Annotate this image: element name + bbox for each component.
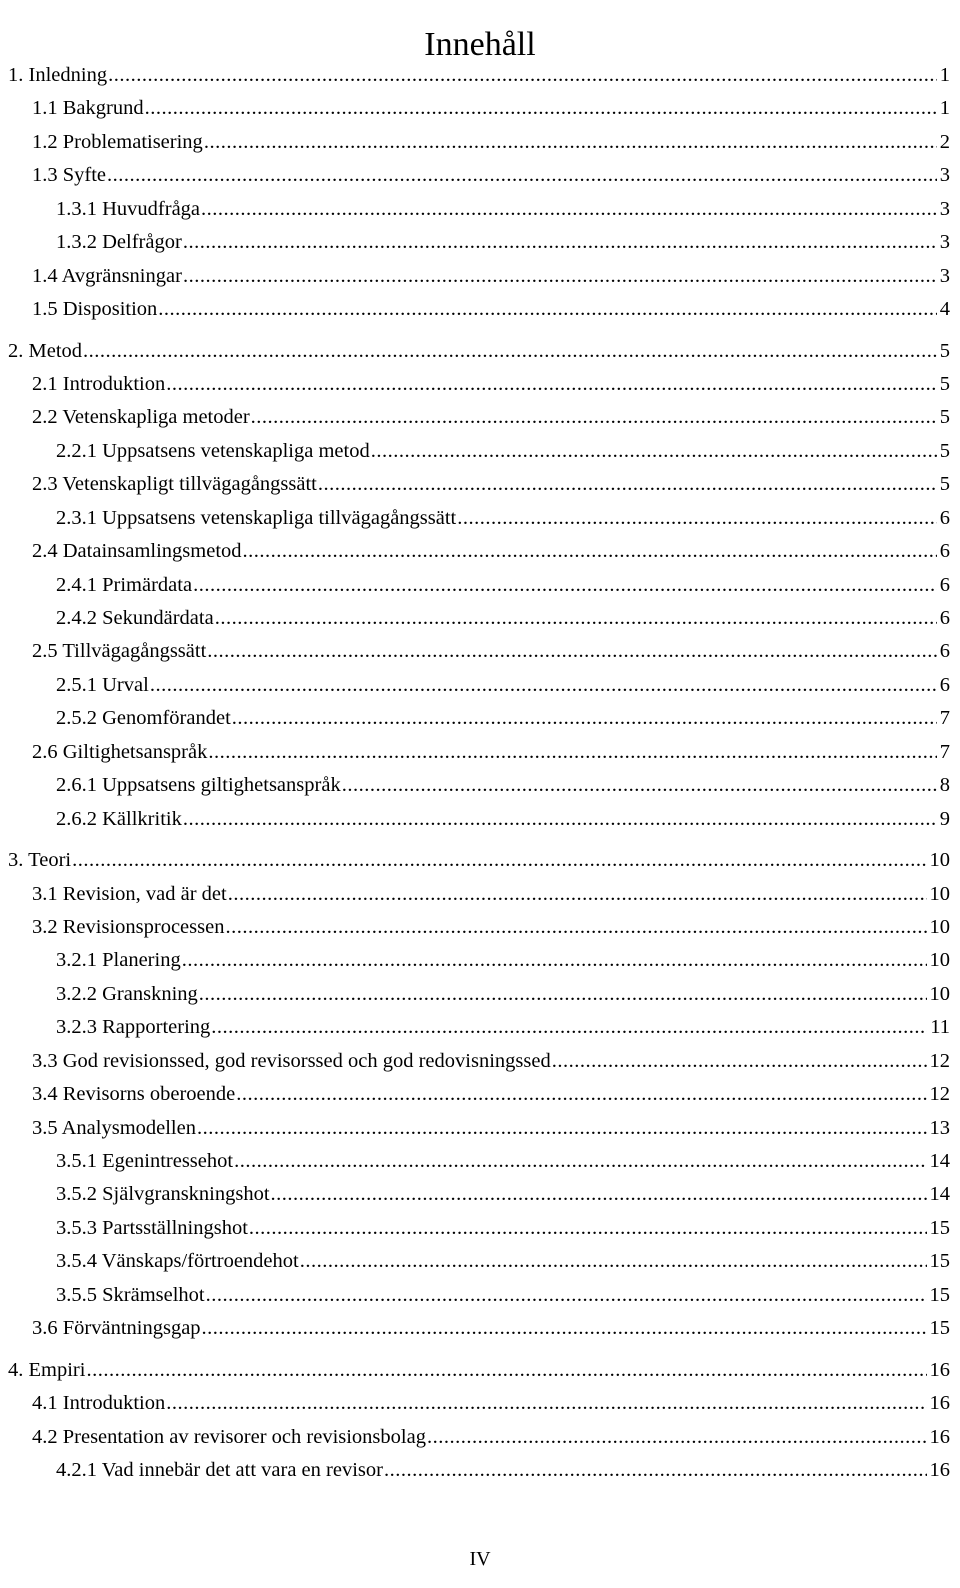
toc-dot-leader	[145, 92, 937, 125]
toc-dot-leader	[318, 468, 937, 501]
toc-entry-label: 3.5.4 Vänskaps/förtroendehot	[56, 1250, 299, 1273]
toc-entry-page: 3	[939, 164, 950, 187]
toc-entry-page: 6	[939, 640, 950, 663]
toc-entry-label: 2.2 Vetenskapliga metoder	[32, 406, 250, 429]
toc-entry-page: 5	[939, 372, 950, 395]
toc-entry-page: 6	[939, 607, 950, 629]
toc-entry[interactable]	[8, 944, 950, 977]
toc-entry[interactable]	[8, 602, 950, 635]
toc-entry[interactable]	[8, 1011, 950, 1044]
toc-dot-leader	[83, 335, 937, 368]
toc-entry-page: 14	[929, 1183, 950, 1206]
toc-dot-leader	[552, 1045, 927, 1078]
toc-entry-label: 2.2.1 Uppsatsens vetenskapliga metod	[56, 439, 370, 462]
toc-entry[interactable]	[8, 803, 950, 836]
toc-entry[interactable]	[8, 468, 950, 501]
toc-entry-page: 12	[929, 1049, 950, 1072]
toc-entry[interactable]	[8, 59, 950, 92]
toc-entry-page: 10	[929, 849, 950, 872]
toc-entry[interactable]	[8, 1178, 950, 1211]
toc-dot-leader	[72, 844, 926, 877]
toc-dot-leader	[211, 1011, 927, 1044]
toc-entry-page: 10	[929, 915, 950, 938]
toc-entry-page: 3	[939, 264, 950, 287]
toc-entry-page: 5	[939, 339, 950, 362]
toc-entry-page: 3	[939, 197, 950, 220]
toc-entry-label: 2.5.1 Urval	[56, 673, 149, 696]
toc-entry[interactable]	[8, 1245, 950, 1278]
toc-dot-leader	[342, 769, 937, 802]
toc-entry-label: 1.2 Problematisering	[32, 130, 203, 153]
page-number: IV	[469, 1548, 491, 1570]
toc-dot-leader	[107, 159, 937, 192]
toc-entry-page: 16	[929, 1358, 950, 1381]
toc-dot-leader	[427, 1421, 927, 1454]
toc-entry-page: 2	[939, 130, 950, 153]
toc-entry-page: 10	[929, 882, 950, 905]
toc-entry[interactable]	[8, 1454, 950, 1487]
toc-dot-leader	[86, 1354, 926, 1387]
page-title: Innehåll	[424, 25, 536, 63]
toc-dot-leader	[457, 502, 937, 535]
toc-entry[interactable]	[8, 126, 950, 159]
toc-entry-page: 6	[939, 573, 950, 596]
toc-dot-leader	[201, 193, 937, 226]
toc-entry[interactable]	[8, 293, 950, 326]
toc-entry-page: 6	[939, 540, 950, 563]
toc-entry-label: 4. Empiri	[8, 1358, 86, 1381]
toc-entry-label: 2.6.1 Uppsatsens giltighetsanspråk	[56, 774, 341, 797]
toc-entry-label: 2.5 Tillvägagångssätt	[32, 640, 207, 663]
toc-entry[interactable]	[8, 635, 950, 668]
toc-dot-leader	[232, 702, 937, 735]
toc-dot-leader	[371, 435, 937, 468]
toc-entry-page: 11	[930, 1016, 950, 1039]
toc-entry-label: 2.4 Datainsamlingsmetod	[32, 540, 242, 563]
toc-entry-label: 1.5 Disposition	[32, 298, 158, 321]
toc-entry-label: 2.1 Introduktion	[32, 372, 166, 395]
toc-dot-leader	[197, 1112, 927, 1145]
toc-entry-page: 4	[939, 298, 950, 321]
toc-entry-label: 1.4 Avgränsningar	[32, 264, 182, 287]
toc-entry[interactable]	[8, 159, 950, 192]
toc-entry[interactable]	[8, 769, 950, 802]
toc-entry[interactable]	[8, 669, 950, 702]
toc-entry-label: 2.3.1 Uppsatsens vetenskapliga tillvägagångssätt	[56, 506, 457, 529]
toc-dot-leader	[182, 944, 927, 977]
toc-entry-label: 3.1 Revision, vad är det	[32, 882, 227, 905]
toc-entry[interactable]	[8, 193, 950, 226]
toc-entry-page: 5	[939, 473, 950, 496]
toc-dot-leader	[207, 635, 936, 668]
toc-entry-page: 14	[929, 1150, 950, 1172]
toc-entry-label: 2.6.2 Källkritik	[56, 807, 182, 830]
toc-entry-label: 3.5.3 Partsställningshot	[56, 1216, 248, 1239]
toc-entry[interactable]	[8, 1078, 950, 1111]
toc-dot-leader	[183, 260, 937, 293]
toc-dot-leader	[300, 1245, 927, 1278]
toc-entry-page: 9	[939, 807, 950, 830]
toc-entry[interactable]	[8, 736, 950, 769]
toc-entry[interactable]	[8, 1279, 950, 1312]
toc-dot-leader	[206, 1279, 927, 1312]
toc-entry-label: 3.6 Förväntningsgap	[32, 1317, 201, 1340]
toc-entry-page: 15	[929, 1250, 950, 1273]
toc-entry[interactable]	[8, 535, 950, 568]
toc-entry-label: 2.5.2 Genomförandet	[56, 707, 231, 730]
toc-entry-page: 5	[939, 406, 950, 429]
toc-entry-page: 1	[939, 64, 950, 86]
toc-entry-label: 3.2.1 Planering	[56, 949, 181, 972]
toc-entry-page: 15	[929, 1216, 950, 1239]
toc-entry-page: 5	[939, 439, 950, 462]
toc-dot-leader	[204, 126, 937, 159]
toc-dot-leader	[166, 1387, 926, 1420]
toc-entry-label: 3.4 Revisorns oberoende	[32, 1083, 236, 1106]
toc-entry-page: 10	[929, 949, 950, 972]
toc-dot-leader	[158, 293, 936, 326]
toc-entry-page: 8	[939, 774, 950, 797]
toc-dot-leader	[228, 878, 927, 911]
toc-dot-leader	[193, 569, 937, 602]
toc-entry[interactable]	[8, 1112, 950, 1145]
toc-dot-leader	[150, 669, 937, 702]
toc-entry-label: 2.6 Giltighetsanspråk	[32, 740, 208, 763]
toc-entry[interactable]	[8, 1354, 950, 1387]
toc-entry[interactable]	[8, 878, 950, 911]
toc-entry[interactable]	[8, 1387, 950, 1420]
toc-entry-page: 6	[939, 506, 950, 529]
toc-dot-leader	[166, 368, 937, 401]
toc-entry[interactable]	[8, 844, 950, 877]
toc-entry[interactable]	[8, 569, 950, 602]
toc-entry[interactable]	[8, 702, 950, 735]
toc-entry-label: 4.1 Introduktion	[32, 1392, 166, 1415]
toc-entry-page: 7	[939, 740, 950, 763]
toc-entry[interactable]	[8, 401, 950, 434]
toc-entry[interactable]	[8, 335, 950, 368]
toc-entry-label: 1.3.1 Huvudfråga	[56, 197, 201, 220]
toc-dot-leader	[236, 1078, 926, 1111]
toc-entry-page: 1	[939, 97, 950, 120]
toc-entry-page: 10	[929, 982, 950, 1005]
toc-entry-label: 3.5.1 Egenintressehot	[56, 1150, 234, 1172]
toc-entry-label: 3.2 Revisionsprocessen	[32, 915, 225, 938]
toc-entry-label: 1.3.2 Delfrågor	[56, 231, 182, 254]
toc-entry-page: 16	[929, 1458, 950, 1481]
toc-entry-page: 16	[929, 1425, 950, 1448]
toc-entry-page: 6	[939, 673, 950, 696]
toc-dot-leader	[243, 535, 937, 568]
toc-entry-page: 13	[929, 1116, 950, 1139]
toc-entry-label: 4.2 Presentation av revisorer och revisionsbolag	[32, 1425, 426, 1448]
toc-entry-label: 3.2.2 Granskning	[56, 982, 198, 1005]
toc-entry[interactable]	[8, 1312, 950, 1345]
toc-entry-page: 15	[929, 1317, 950, 1340]
toc-entry-page: 16	[929, 1392, 950, 1415]
toc-dot-leader	[384, 1454, 927, 1487]
toc-dot-leader	[234, 1145, 926, 1178]
toc-entry-label: 3.5.2 Självgranskningshot	[56, 1183, 270, 1206]
toc-entry-page: 7	[939, 707, 950, 730]
toc-entry-label: 2.3 Vetenskapligt tillvägagångssätt	[32, 473, 317, 496]
toc-dot-leader	[215, 602, 937, 635]
table-of-contents	[8, 59, 950, 1487]
toc-entry-label: 3.3 God revisionssed, god revisorssed och god redovisningssed	[32, 1049, 551, 1072]
toc-entry-label: 3. Teori	[8, 849, 72, 872]
toc-dot-leader	[199, 978, 927, 1011]
toc-dot-leader	[251, 401, 937, 434]
toc-dot-leader	[271, 1178, 927, 1211]
toc-entry[interactable]	[8, 502, 950, 535]
toc-dot-leader	[249, 1212, 927, 1245]
toc-entry-label: 3.5.5 Skrämselhot	[56, 1283, 205, 1306]
toc-dot-leader	[183, 803, 937, 836]
toc-entry-page: 3	[939, 231, 950, 254]
toc-dot-leader	[108, 59, 937, 92]
toc-entry[interactable]	[8, 368, 950, 401]
toc-entry-label: 2.4.1 Primärdata	[56, 573, 193, 596]
toc-dot-leader	[225, 911, 926, 944]
toc-entry[interactable]	[8, 1212, 950, 1245]
toc-entry[interactable]	[8, 260, 950, 293]
toc-dot-leader	[183, 226, 937, 259]
toc-entry-label: 2.4.2 Sekundärdata	[56, 607, 214, 629]
toc-entry-label: 1.1 Bakgrund	[32, 97, 144, 120]
toc-entry-label: 2. Metod	[8, 339, 83, 362]
toc-entry-label: 3.5 Analysmodellen	[32, 1116, 196, 1139]
toc-entry[interactable]	[8, 435, 950, 468]
toc-entry-label: 1.3 Syfte	[32, 164, 107, 187]
toc-entry-page: 12	[929, 1083, 950, 1106]
toc-entry[interactable]	[8, 1045, 950, 1078]
toc-entry[interactable]	[8, 92, 950, 125]
toc-entry[interactable]	[8, 911, 950, 944]
toc-entry[interactable]	[8, 978, 950, 1011]
toc-entry-page: 15	[929, 1283, 950, 1306]
toc-entry[interactable]	[8, 1145, 950, 1178]
toc-dot-leader	[202, 1312, 927, 1345]
toc-dot-leader	[208, 736, 936, 769]
toc-entry[interactable]	[8, 1421, 950, 1454]
toc-entry-label: 4.2.1 Vad innebär det att vara en revisor	[56, 1458, 383, 1481]
toc-entry-label: 1. Inledning	[8, 64, 108, 86]
toc-entry-label: 3.2.3 Rapportering	[56, 1016, 211, 1039]
toc-entry[interactable]	[8, 226, 950, 259]
